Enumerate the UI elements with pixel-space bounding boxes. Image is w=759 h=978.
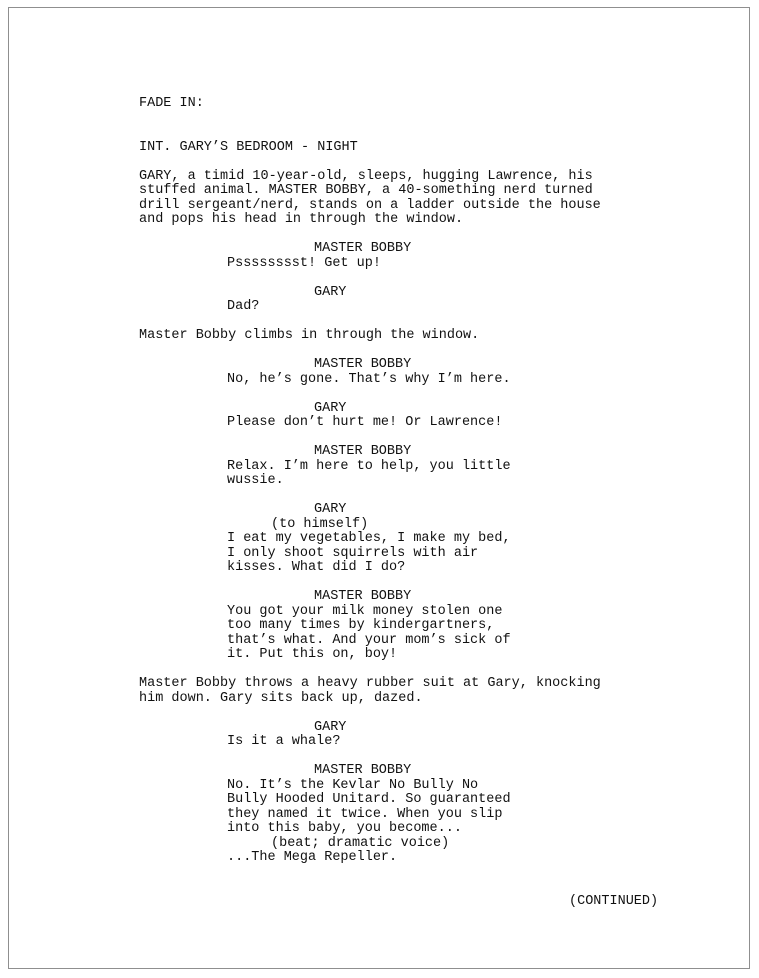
transition: FADE IN: [139, 96, 204, 111]
parenthetical: (to himself) [271, 517, 369, 532]
action-line: Master Bobby throws a heavy rubber suit at Gary, knocking [139, 676, 601, 691]
action-line: him down. Gary sits back up, dazed. [139, 691, 423, 706]
character-cue: GARY [314, 502, 347, 517]
dialogue-line: too many times by kindergartners, [227, 618, 495, 633]
dialogue-line: Bully Hooded Unitard. So guaranteed [227, 792, 511, 807]
character-cue: MASTER BOBBY [314, 357, 412, 372]
dialogue-line: they named it twice. When you slip [227, 807, 503, 822]
script-page [8, 7, 750, 969]
dialogue-line: Is it a whale? [227, 734, 341, 749]
dialogue-line: into this baby, you become... [227, 821, 462, 836]
action-line: stuffed animal. MASTER BOBBY, a 40-something nerd turned [139, 183, 593, 198]
dialogue-line: I only shoot squirrels with air [227, 546, 479, 561]
dialogue-line: I eat my vegetables, I make my bed, [227, 531, 511, 546]
dialogue-line: wussie. [227, 473, 284, 488]
dialogue-line: Dad? [227, 299, 260, 314]
character-cue: MASTER BOBBY [314, 589, 412, 604]
dialogue-line: Please don’t hurt me! Or Lawrence! [227, 415, 503, 430]
dialogue-line: it. Put this on, boy! [227, 647, 398, 662]
character-cue: MASTER BOBBY [314, 241, 412, 256]
character-cue: MASTER BOBBY [314, 444, 412, 459]
action-line: drill sergeant/nerd, stands on a ladder outside the house [139, 198, 601, 213]
action-line: and pops his head in through the window. [139, 212, 464, 227]
dialogue-line: You got your milk money stolen one [227, 604, 503, 619]
dialogue-line: that’s what. And your mom’s sick of [227, 633, 511, 648]
character-cue: GARY [314, 720, 347, 735]
action-line: GARY, a timid 10-year-old, sleeps, hugging Lawrence, his [139, 169, 593, 184]
dialogue-line: Relax. I’m here to help, you little [227, 459, 511, 474]
dialogue-line: kisses. What did I do? [227, 560, 406, 575]
dialogue-line: Psssssssst! Get up! [227, 256, 381, 271]
character-cue: MASTER BOBBY [314, 763, 412, 778]
dialogue-line: No. It’s the Kevlar No Bully No [227, 778, 479, 793]
parenthetical: (beat; dramatic voice) [271, 836, 450, 851]
dialogue-line: No, he’s gone. That’s why I’m here. [227, 372, 511, 387]
continued-marker: (CONTINUED) [569, 894, 659, 909]
character-cue: GARY [314, 285, 347, 300]
dialogue-line: ...The Mega Repeller. [227, 850, 398, 865]
character-cue: GARY [314, 401, 347, 416]
scene-heading: INT. GARY’S BEDROOM - NIGHT [139, 140, 358, 155]
action-line: Master Bobby climbs in through the window. [139, 328, 480, 343]
